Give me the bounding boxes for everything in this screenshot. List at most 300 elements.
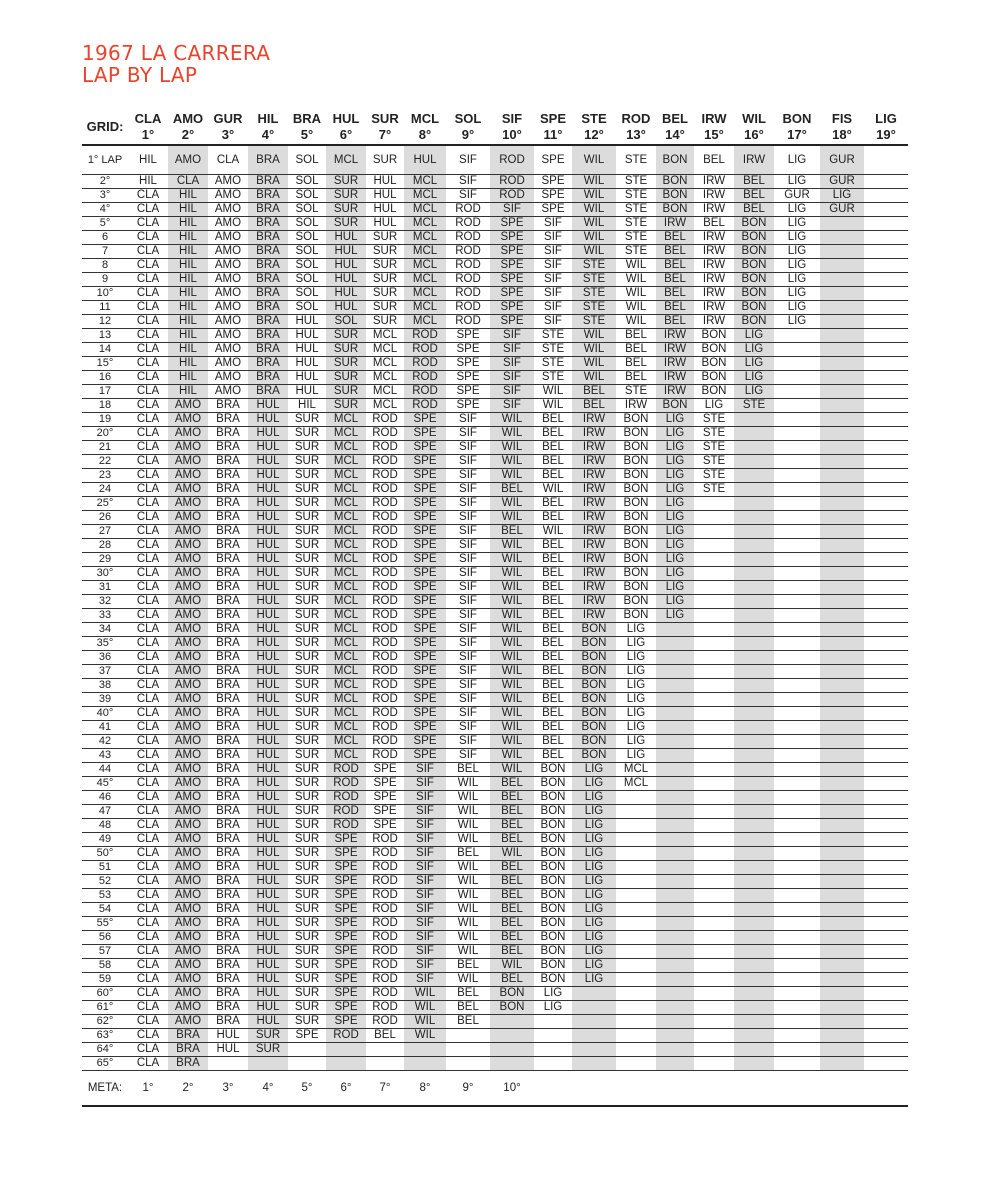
position-cell: BON <box>534 945 572 959</box>
position-cell: LIG <box>572 931 616 945</box>
position-cell <box>694 567 734 581</box>
position-cell: MCL <box>366 371 404 385</box>
position-cell: IRW <box>572 553 616 567</box>
position-cell: SIF <box>446 483 490 497</box>
position-cell <box>734 581 774 595</box>
position-cell <box>404 1057 446 1071</box>
position-cell: SUR <box>288 707 326 721</box>
position-cell <box>534 1015 572 1029</box>
position-cell: MCL <box>326 553 366 567</box>
position-cell: BRA <box>208 427 248 441</box>
position-cell: SIF <box>446 455 490 469</box>
position-cell: MCL <box>326 735 366 749</box>
position-cell <box>774 973 820 987</box>
position-cell: WIL <box>404 1015 446 1029</box>
position-cell: BON <box>534 973 572 987</box>
position-cell <box>820 385 864 399</box>
position-cell: ROD <box>326 777 366 791</box>
position-cell: MCL <box>404 315 446 329</box>
position-cell: ROD <box>326 763 366 777</box>
position-cell: MCL <box>326 511 366 525</box>
meta-label: META: <box>82 1071 128 1107</box>
position-cell: HIL <box>168 217 208 231</box>
grid-column-header <box>694 110 734 145</box>
position-cell <box>656 665 694 679</box>
position-cell: LIG <box>616 651 656 665</box>
position-cell <box>864 833 908 847</box>
position-cell: STE <box>572 301 616 315</box>
table-row <box>82 1057 908 1071</box>
position-cell <box>864 231 908 245</box>
position-cell: WIL <box>404 1029 446 1043</box>
grid-driver: BON <box>782 111 812 126</box>
position-cell <box>774 917 820 931</box>
meta-position: 5° <box>288 1071 326 1107</box>
position-cell <box>820 917 864 931</box>
position-cell: ROD <box>366 595 404 609</box>
position-cell: SPE <box>288 1029 326 1043</box>
position-cell: SOL <box>288 287 326 301</box>
lap-label: 28 <box>82 539 128 553</box>
position-cell <box>734 945 774 959</box>
position-cell: MCL <box>404 189 446 203</box>
position-cell <box>864 581 908 595</box>
position-cell: WIL <box>490 553 534 567</box>
position-cell: SIF <box>446 735 490 749</box>
position-cell: AMO <box>168 931 208 945</box>
position-cell: LIG <box>572 903 616 917</box>
meta-position: 2° <box>168 1071 208 1107</box>
position-cell: BEL <box>446 847 490 861</box>
lap-label: 10° <box>82 287 128 301</box>
position-cell: IRW <box>656 371 694 385</box>
position-cell: CLA <box>128 567 168 581</box>
meta-position <box>734 1071 774 1107</box>
position-cell: ROD <box>326 791 366 805</box>
position-cell: HUL <box>288 329 326 343</box>
position-cell: HUL <box>288 385 326 399</box>
position-cell: LIG <box>616 623 656 637</box>
position-cell: CLA <box>128 301 168 315</box>
position-cell <box>694 1043 734 1057</box>
position-cell: CLA <box>128 455 168 469</box>
grid-column-header <box>288 110 326 145</box>
position-cell <box>864 721 908 735</box>
position-cell: SOL <box>288 145 326 175</box>
position-cell: IRW <box>572 483 616 497</box>
lap-label: 32 <box>82 595 128 609</box>
position-cell: SUR <box>326 217 366 231</box>
position-cell: CLA <box>128 1057 168 1071</box>
position-cell: HUL <box>248 791 288 805</box>
position-cell: AMO <box>168 693 208 707</box>
position-cell: MCL <box>326 749 366 763</box>
position-cell: BON <box>534 917 572 931</box>
position-cell <box>656 1015 694 1029</box>
position-cell: WIL <box>534 385 572 399</box>
position-cell: ROD <box>366 931 404 945</box>
position-cell <box>734 679 774 693</box>
position-cell: SIF <box>446 707 490 721</box>
position-cell <box>694 847 734 861</box>
position-cell: WIL <box>490 497 534 511</box>
position-cell: HIL <box>168 371 208 385</box>
lap-label: 31 <box>82 581 128 595</box>
table-row <box>82 917 908 931</box>
position-cell: STE <box>572 287 616 301</box>
meta-position <box>616 1071 656 1107</box>
position-cell: BEL <box>616 357 656 371</box>
position-cell: BEL <box>490 945 534 959</box>
position-cell: ROD <box>404 329 446 343</box>
position-cell: HUL <box>248 441 288 455</box>
lap-label: 62° <box>82 1015 128 1029</box>
position-cell: SIF <box>534 217 572 231</box>
position-cell: WIL <box>572 203 616 217</box>
grid-driver: ROD <box>621 111 651 126</box>
position-cell: WIL <box>534 483 572 497</box>
position-cell: SIF <box>490 343 534 357</box>
position-cell: AMO <box>168 791 208 805</box>
lap-label: 1° LAP <box>82 145 128 175</box>
position-cell: BRA <box>208 791 248 805</box>
position-cell: WIL <box>616 273 656 287</box>
position-cell <box>774 497 820 511</box>
position-cell: SOL <box>326 315 366 329</box>
position-cell: HUL <box>248 889 288 903</box>
position-cell <box>864 651 908 665</box>
position-cell: SUR <box>288 651 326 665</box>
position-cell: BEL <box>534 595 572 609</box>
position-cell <box>820 231 864 245</box>
position-cell <box>820 595 864 609</box>
position-cell: SUR <box>366 315 404 329</box>
position-cell: BRA <box>208 469 248 483</box>
table-row <box>82 1043 908 1057</box>
position-cell: LIG <box>534 987 572 1001</box>
position-cell: SUR <box>288 637 326 651</box>
lap-label: 36 <box>82 651 128 665</box>
position-cell: HIL <box>128 175 168 189</box>
position-cell: BON <box>534 847 572 861</box>
position-cell: STE <box>616 245 656 259</box>
position-cell: CLA <box>128 609 168 623</box>
position-cell: BON <box>694 385 734 399</box>
position-cell <box>734 539 774 553</box>
position-cell: MCL <box>404 273 446 287</box>
position-cell <box>774 581 820 595</box>
position-cell: AMO <box>168 581 208 595</box>
position-cell: BON <box>616 497 656 511</box>
position-cell <box>490 1015 534 1029</box>
position-cell: ROD <box>366 707 404 721</box>
lap-label: 59 <box>82 973 128 987</box>
position-cell: SIF <box>404 875 446 889</box>
position-cell: WIL <box>572 371 616 385</box>
position-cell: ROD <box>366 735 404 749</box>
position-cell: WIL <box>616 315 656 329</box>
grid-column-header <box>168 110 208 145</box>
position-cell: BEL <box>534 413 572 427</box>
position-cell: BEL <box>490 791 534 805</box>
position-cell: BON <box>694 357 734 371</box>
position-cell <box>864 693 908 707</box>
table-row <box>82 469 908 483</box>
position-cell: SIF <box>446 693 490 707</box>
position-cell: SUR <box>288 833 326 847</box>
position-cell: SUR <box>326 343 366 357</box>
position-cell: WIL <box>616 287 656 301</box>
grid-driver: IRW <box>701 111 727 126</box>
position-cell: MCL <box>326 469 366 483</box>
position-cell: WIL <box>572 175 616 189</box>
position-cell <box>616 875 656 889</box>
position-cell <box>616 1029 656 1043</box>
position-cell <box>694 581 734 595</box>
position-cell: BRA <box>208 973 248 987</box>
grid-position: 16° <box>744 127 764 142</box>
position-cell <box>774 847 820 861</box>
position-cell <box>656 721 694 735</box>
position-cell: ROD <box>326 805 366 819</box>
position-cell <box>774 469 820 483</box>
table-row <box>82 245 908 259</box>
table-row <box>82 175 908 189</box>
position-cell: WIL <box>490 679 534 693</box>
position-cell: SIF <box>446 511 490 525</box>
position-cell <box>864 315 908 329</box>
position-cell: HUL <box>248 917 288 931</box>
position-cell: MCL <box>326 483 366 497</box>
position-cell: BON <box>572 665 616 679</box>
position-cell: ROD <box>366 553 404 567</box>
position-cell: SIF <box>404 847 446 861</box>
position-cell: BRA <box>208 693 248 707</box>
position-cell: CLA <box>128 595 168 609</box>
grid-driver: WIL <box>742 111 766 126</box>
position-cell: SIF <box>446 441 490 455</box>
position-cell: SUR <box>366 145 404 175</box>
position-cell <box>734 861 774 875</box>
position-cell: SPE <box>326 959 366 973</box>
position-cell: BON <box>734 273 774 287</box>
position-cell: CLA <box>128 693 168 707</box>
position-cell: AMO <box>168 399 208 413</box>
position-cell <box>734 987 774 1001</box>
position-cell: BRA <box>208 525 248 539</box>
position-cell: CLA <box>128 441 168 455</box>
position-cell <box>694 973 734 987</box>
position-cell: BRA <box>248 203 288 217</box>
lap-label: 18 <box>82 399 128 413</box>
position-cell: BEL <box>656 231 694 245</box>
position-cell <box>820 1043 864 1057</box>
position-cell: LIG <box>656 553 694 567</box>
position-cell: SPE <box>446 357 490 371</box>
table-row <box>82 357 908 371</box>
position-cell <box>774 455 820 469</box>
position-cell <box>656 917 694 931</box>
position-cell: WIL <box>572 231 616 245</box>
position-cell: HIL <box>128 145 168 175</box>
position-cell: SPE <box>404 595 446 609</box>
table-row <box>82 511 908 525</box>
position-cell: LIG <box>616 749 656 763</box>
table-row <box>82 1001 908 1015</box>
position-cell: ROD <box>490 145 534 175</box>
position-cell: HUL <box>326 231 366 245</box>
position-cell: LIG <box>534 1001 572 1015</box>
position-cell <box>446 1029 490 1043</box>
position-cell <box>820 497 864 511</box>
position-cell <box>656 945 694 959</box>
table-row <box>82 987 908 1001</box>
position-cell: BEL <box>534 651 572 665</box>
position-cell: MCL <box>326 623 366 637</box>
position-cell: SPE <box>326 875 366 889</box>
position-cell: LIG <box>774 287 820 301</box>
table-row <box>82 609 908 623</box>
position-cell: IRW <box>694 259 734 273</box>
position-cell <box>656 973 694 987</box>
position-cell <box>774 707 820 721</box>
position-cell: WIL <box>572 145 616 175</box>
position-cell: ROD <box>404 343 446 357</box>
position-cell: BRA <box>248 259 288 273</box>
position-cell: WIL <box>446 945 490 959</box>
grid-column-header <box>734 110 774 145</box>
position-cell <box>326 1043 366 1057</box>
position-cell <box>572 987 616 1001</box>
grid-column-header <box>864 110 908 145</box>
lap-label: 24 <box>82 483 128 497</box>
position-cell <box>694 721 734 735</box>
position-cell: CLA <box>128 665 168 679</box>
position-cell <box>820 511 864 525</box>
grid-driver: HIL <box>257 111 279 126</box>
position-cell <box>656 1029 694 1043</box>
position-cell: ROD <box>366 469 404 483</box>
table-row <box>82 595 908 609</box>
position-cell: BON <box>572 693 616 707</box>
position-cell: SIF <box>534 273 572 287</box>
position-cell: MCL <box>404 217 446 231</box>
position-cell: LIG <box>774 245 820 259</box>
position-cell: CLA <box>128 707 168 721</box>
table-row <box>82 833 908 847</box>
position-cell: STE <box>572 259 616 273</box>
position-cell <box>734 609 774 623</box>
position-cell: STE <box>694 427 734 441</box>
position-cell: CLA <box>128 721 168 735</box>
position-cell: BEL <box>616 371 656 385</box>
position-cell: SPE <box>404 553 446 567</box>
position-cell: WIL <box>490 441 534 455</box>
position-cell: MCL <box>404 203 446 217</box>
position-cell <box>820 679 864 693</box>
position-cell <box>864 875 908 889</box>
position-cell: AMO <box>208 343 248 357</box>
position-cell: SIF <box>404 861 446 875</box>
position-cell: SIF <box>404 959 446 973</box>
position-cell: SIF <box>446 595 490 609</box>
grid-driver: CLA <box>134 111 162 126</box>
position-cell: LIG <box>656 609 694 623</box>
position-cell: BRA <box>248 217 288 231</box>
meta-position <box>864 1071 908 1107</box>
position-cell: SIF <box>446 553 490 567</box>
position-cell: MCL <box>404 259 446 273</box>
position-cell: BEL <box>656 315 694 329</box>
grid-driver: HUL <box>332 111 360 126</box>
position-cell: STE <box>616 203 656 217</box>
position-cell: SPE <box>326 903 366 917</box>
lap-label: 51 <box>82 861 128 875</box>
position-cell: SIF <box>446 427 490 441</box>
position-cell <box>864 861 908 875</box>
grid-driver: LIG <box>875 111 897 126</box>
position-cell: IRW <box>572 469 616 483</box>
position-cell: BRA <box>208 847 248 861</box>
position-cell: WIL <box>572 329 616 343</box>
position-cell <box>616 833 656 847</box>
grid-position: 4° <box>261 127 275 142</box>
position-cell <box>864 1001 908 1015</box>
position-cell <box>774 651 820 665</box>
position-cell <box>820 539 864 553</box>
position-cell: WIL <box>572 189 616 203</box>
position-cell <box>864 259 908 273</box>
position-cell <box>446 1057 490 1071</box>
page-title <box>82 42 270 86</box>
position-cell <box>774 833 820 847</box>
position-cell: WIL <box>490 847 534 861</box>
position-cell <box>820 483 864 497</box>
lap-label: 50° <box>82 847 128 861</box>
meta-position: 9° <box>446 1071 490 1107</box>
position-cell: CLA <box>128 847 168 861</box>
position-cell: SIF <box>446 469 490 483</box>
position-cell: HUL <box>248 637 288 651</box>
position-cell <box>820 707 864 721</box>
position-cell: LIG <box>734 385 774 399</box>
meta-position <box>534 1071 572 1107</box>
position-cell <box>820 693 864 707</box>
position-cell: SPE <box>404 511 446 525</box>
position-cell: HUL <box>248 623 288 637</box>
position-cell: STE <box>694 469 734 483</box>
position-cell <box>864 1043 908 1057</box>
position-cell <box>656 693 694 707</box>
position-cell <box>734 1015 774 1029</box>
position-cell: CLA <box>128 749 168 763</box>
position-cell <box>820 1015 864 1029</box>
position-cell: LIG <box>774 203 820 217</box>
position-cell <box>616 861 656 875</box>
position-cell: ROD <box>366 455 404 469</box>
position-cell: IRW <box>656 217 694 231</box>
position-cell: AMO <box>208 301 248 315</box>
position-cell: SIF <box>404 903 446 917</box>
position-cell: SUR <box>288 805 326 819</box>
position-cell <box>774 413 820 427</box>
position-cell: CLA <box>128 469 168 483</box>
position-cell <box>864 735 908 749</box>
position-cell: SPE <box>404 693 446 707</box>
position-cell: CLA <box>128 777 168 791</box>
position-cell: HUL <box>248 833 288 847</box>
position-cell <box>734 1057 774 1071</box>
